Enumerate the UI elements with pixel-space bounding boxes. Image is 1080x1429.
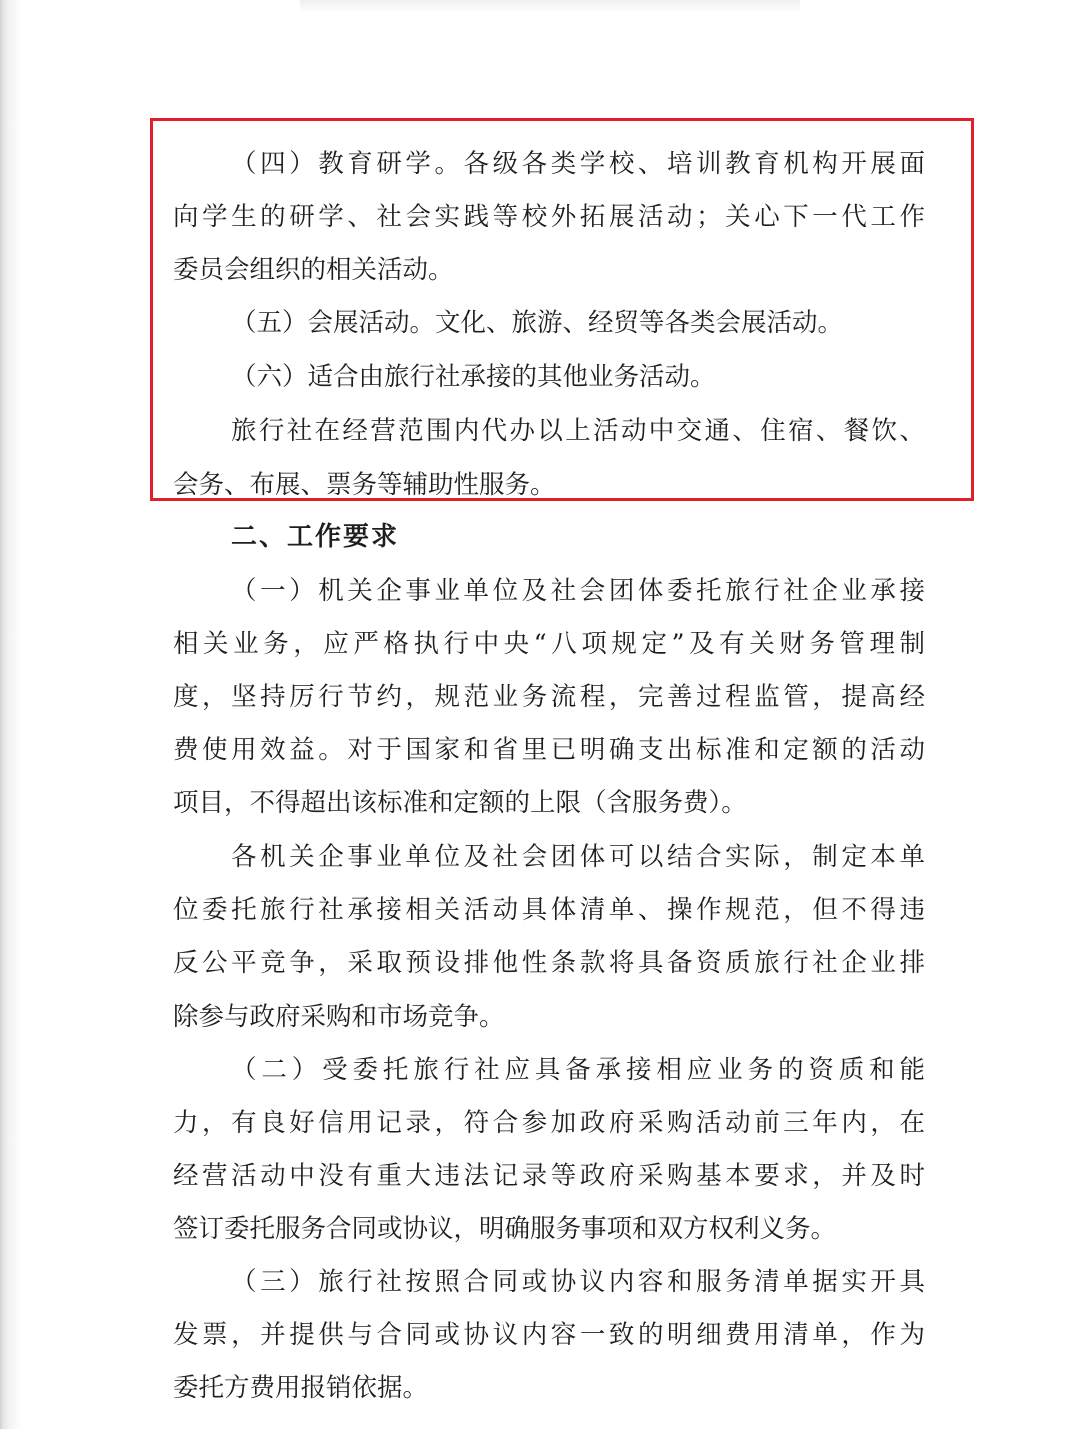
text-line: 向学生的研学、社会实践等校外拓展活动；关心下一代工作 xyxy=(173,202,925,232)
scan-shadow-left xyxy=(0,0,22,1429)
text-line: 位委托旅行社承接相关活动具体清单、操作规范，但不得违 xyxy=(173,895,925,925)
text-line: 力，有良好信用记录，符合参加政府采购活动前三年内，在 xyxy=(173,1108,925,1138)
text-line: 除参与政府采购和市场竞争。 xyxy=(173,1002,505,1032)
text-line: 项目，不得超出该标准和定额的上限（含服务费）。 xyxy=(173,788,747,818)
text-line: 费使用效益。对于国家和省里已明确支出标准和定额的活动 xyxy=(173,735,925,765)
text-line: 签订委托服务合同或协议，明确服务事项和双方权利义务。 xyxy=(173,1214,837,1244)
scan-shadow-top xyxy=(300,0,800,12)
text-line: （二）受委托旅行社应具备承接相应业务的资质和能 xyxy=(231,1055,925,1085)
highlight-box xyxy=(150,118,974,501)
text-line: （四）教育研学。各级各类学校、培训教育机构开展面 xyxy=(231,149,925,179)
text-line: 相关业务，应严格执行中央“八项规定”及有关财务管理制 xyxy=(173,629,925,659)
section-heading: 二、工作要求 xyxy=(231,522,400,552)
text-line: （一）机关企事业单位及社会团体委托旅行社企业承接 xyxy=(231,576,925,606)
text-line: 发票，并提供与合同或协议内容一致的明细费用清单，作为 xyxy=(173,1320,925,1350)
text-line: 各机关企事业单位及社会团体可以结合实际，制定本单 xyxy=(231,842,925,872)
text-line: （三）旅行社按照合同或协议内容和服务清单据实开具 xyxy=(231,1267,925,1297)
text-line: 反公平竞争，采取预设排他性条款将具备资质旅行社企业排 xyxy=(173,948,925,978)
text-line: 委托方费用报销依据。 xyxy=(173,1373,429,1403)
text-line: 旅行社在经营范围内代办以上活动中交通、住宿、餐饮、 xyxy=(231,416,925,446)
text-line: （五）会展活动。文化、旅游、经贸等各类会展活动。 xyxy=(231,308,844,338)
text-line: 经营活动中没有重大违法记录等政府采购基本要求，并及时 xyxy=(173,1161,925,1191)
text-line: 委员会组织的相关活动。 xyxy=(173,255,454,285)
text-line: 度，坚持厉行节约，规范业务流程，完善过程监管，提高经 xyxy=(173,682,925,712)
text-line: 会务、布展、票务等辅助性服务。 xyxy=(173,470,556,500)
text-line: （六）适合由旅行社承接的其他业务活动。 xyxy=(231,362,716,392)
